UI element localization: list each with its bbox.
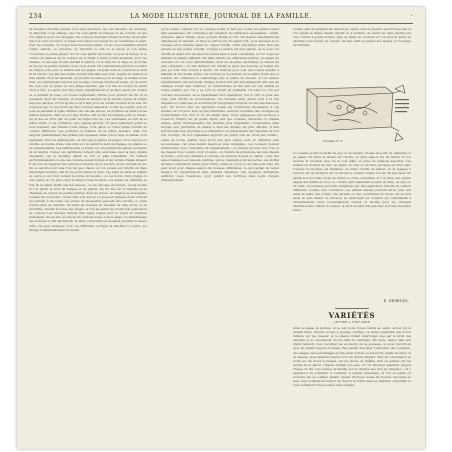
column-right-middle-text: Le coussin se fait en étoffe de soie ou de velours, brodée au point de chaînette ou au passé. On trace le dessin sur l'étoffe, on tend celle-ci sur un métier et l'on exécute la broderie avec de la soie plate ou torse de nuances assorties. Les feuilles se brodent en vert, les fleurs en rose ou en bleu, les tiges en brun clair. Lorsque la broderie est terminée, on retire l'étoffe du métier, on la repasse à l'envers sur un molleton, et l'on monte le coussin comme il a été dit plus haut. On garnit le bord d'une ruche de ruban ou d'une cordelière, et l'on place aux quatre angles des glands de soie. Ce coussin peut également se faire en drap, en reps ou en satin ; la broderie peut être remplacée par une application d'étoffe de couleur différente, bordée d'un cordonnet. Les mêmes dessins peuvent servir pour des tapis de table, des écrans, des sachets ou des couvertures de livres. On en fera aussi de jolis dessus de tabouret en employant les couleurs qui conviennent à l'ameublement. Nous recommandons surtout ce modèle pour les ouvrages destinés à être offerts en cadeau ; il est d'un effet très gracieux et d'une exécution facile.	[293, 151, 411, 213]
figure-caption: Coussin n° 2.	[323, 139, 344, 143]
column-left	[29, 27, 147, 437]
varietes-heading: VARIÉTÉS	[328, 311, 376, 320]
cushion-illustration	[293, 79, 411, 151]
header-rule	[29, 23, 413, 24]
page-number: 234	[29, 13, 43, 20]
header-mark: ·	[410, 13, 413, 20]
section-divider	[335, 308, 369, 309]
column-middle-text: qu'on puisse compter sur un ouvrage solide, il faut que toutes les parties soient bien assemblées. On commence par préparer les matériaux nécessaires : étoffe, doublure, galon, frange, clous, pointes, ficelle et crin. On mesure exactement les dimensions du meuble, on trace le patron sur du papier fort, on le découpe et on l'essaye sur le meuble avant de couper l'étoffe. Cette précaution évite bien des erreurs et des pertes d'étoffe. Lorsque le patron est bien ajusté, on le pose sur l'étoffe en ayant soin de placer le dessin dans le sens convenable, et l'on coupe en laissant un rempli suffisant. On bâtit ensuite les différentes parties, on essaye de nouveau, et l'on coud définitivement. Pour les meubles capitonnés, le travail est plus compliqué ; on doit marquer sur l'étoffe la place des boutons, et former les plis qui vont d'un bouton à l'autre. On emploie pour cela une longue aiguille à matelas et une ficelle solide. Les boutons se recouvrent de la même étoffe que le meuble. On commence le capitonnage par le milieu du dossier, et l'on avance régulièrement vers les bords. Chaque bouton doit être tiré également, afin que les losanges soient bien réguliers. Le rembourrage se fait avec du crin animal de bonne qualité, que l'on a eu soin de carder au préalable. On place le crin par couches successives, en le répartissant bien également. Sur le crin on pose une toile, puis l'étoffe de recouvrement. Les meubles ainsi garnis sont à la fois élégants et commodes, et ils durent fort longtemps lorsqu'ils ont été exécutés avec soin. On trouve chez les tapissiers toutes les fournitures nécessaires à ces travaux, et l'on peut, avec un peu d'habitude, exécuter soi-même des ouvrages qui reviendraient fort cher si on les faisait faire. Nous engageons nos lectrices à s'exercer d'abord sur de petits objets, tels que coussins, tabourets ou chaises basses, avant d'entreprendre des meubles plus importants. L'expérience ainsi acquise leur permettra de mener à bien les travaux les plus délicats. Il faut surtout beaucoup de patience et d'attention ; la précipitation est l'ennemie de tout bon ouvrage. On doit également apporter un grand soin au choix des étoffes ; celles de bonne qualité, bien qu'un peu plus chères, sont en définitive plus économiques, car elles durent beaucoup plus longtemps. Les couleurs doivent s'harmoniser avec l'ensemble de l'appartement ; on évitera les tons trop crus et les dessins trop voyants. Pour un salon, on choisira de préférence les tons chauds et riches ; pour une chambre à coucher, les nuances douces et claires ; pour une salle à manger, les couleurs sombres, qui ne craignent point les taches. Les étoffes de laine conviennent mieux pour l'hiver, celles de coton ou de toile pour l'été. On peut avoir pour chaque saison des housses différentes, ce qui permet de varier l'aspect de l'appartement sans grandes dépenses. Ces quelques indications suffiront, nous l'espérons, pour guider nos lectrices dans leurs travaux d'ameublement.	[161, 27, 279, 183]
newspaper-page	[17, 7, 425, 449]
column-right-top-text: rondes, afin de ménager les interstices. Après cela on prend le second morceau et l'on répète le même travail. Quand on a terminé, on réunit les deux parties par une couture à points arrière, puis on rabat les coutures et l'on pose le galon de garniture tout autour du coussin. On fixe enfin les glands aux angles, et l'ouvrage est terminé.	[293, 27, 411, 48]
column-right	[293, 27, 411, 437]
cushion-figure	[293, 79, 411, 151]
column-middle	[161, 27, 279, 437]
column-left-text: de meubles d'étoffes grisées, tous sans garniture, que ces meubles, les coussins, de fauteuils ou de chaises, que l'on veut garnir de franges ou de cordons, et que l'on emploie pour ces ouvrages. On coupe le morceau suivant la forme du meuble que l'on veut recouvrir, on laisse tout autour un rempli de un centimètre et demi. Pour les coussins, on coupe deux morceaux égaux, on les coud ensemble endroit contre endroit, on retourne, on introduit le crin ou le duvet et l'on ferme l'ouverture à points glissés. Si l'on veut garnir les bords, on pose la frange ou le cordon en dessous de la couture en le fixant à petits points invisibles. Pour les chaises, on découpe la toile suivant le patron, on la tend sur le siège et on la fixe au moyen de petites pointes ou de clous dorés. On commencera par fixer le milieu de chaque côté, puis on tendra vers les angles, en ayant soin de conserver le droit fil de l'étoffe. Les plis des angles doivent être faits avec soin, repliés en dessous et bien aplatis. Pour les fauteuils, on procède de même pour le siège, le dossier et les bras, en commençant toujours par le siège. Lorsque l'étoffe est posée, on recouvre les clous par un galon ou une gimpe assortie, que l'on fixe au moyen de petits clous à tête. Le galon doit être tendu régulièrement et ne faire aucun pli. Quand on a terminé la pose, on brosse légèrement l'étoffe pour enlever les fils et la poussière. Pour les rideaux, on mesure la hauteur de la fenêtre depuis la tringle jusqu'au parquet, et l'on ajoute ce qu'il faut pour les ourlets du haut et du bas. On coupe les lés, on les réunit par des coutures anglaises, on fait les ourlets, puis on pose les anneaux à égale distance les uns des autres. La doublure se taille sur les mêmes mesures, mais un peu plus étroite, afin qu'elle ne dépasse point le rideau. On la fixe au bord par un point de surjet très fin. Les embrasses se font de la même étoffe ou de cordelière, avec glands assortis. On peut également garnir le bord intérieur des rideaux d'une frange, d'un galon ou d'une bande d'étoffe de couleur différente. Les portières se traitent de la même manière, mais l'on emploie généralement des étoffes plus épaisses, telles que le reps, le damas ou la tapisserie. Pour les lambrequins, on découpe le patron en papier, on le reporte sur l'étoffe, on double d'une toile forte et l'on garnit le bord de franges, de glands ou de passementerie. Les lambrequins se fixent sur une planchette placée au-dessus de la fenêtre. Toutes ces garnitures doivent être exécutées avec la plus grande régularité, car le moindre défaut se voit et gâte l'ensemble. On veillera particulièrement à ce que les coutures soient droites et les ourlets d'égale largeur. Il est bon de repasser les coutures à mesure qu'on les fait, en les ouvrant au fer. On se servira pour cela d'un fer peu chaud, et l'on posera sur l'étoffe un linge légèrement humide, afin de ne point lustrer le tissu. Les tapis de table se taillent en carré ou en rond, suivant la forme du meuble ; on les borde d'une frange ou d'un galon, et l'on peut orner le milieu d'une broderie. Les dessus de cheminée se font de la même étoffe que les rideaux ; on les découpe en festons, on les double et l'on garnit le bord de franges et de glands. On les fixe sur la tablette de la cheminée au moyen de petites pointes. Pour les stores, on emploie la mousseline, le nansouk ou la toile ; on les ourle tout autour, on pose les anneaux et les cordons qui servent à les lever. Les stores de mousseline peuvent être brodés ou ornés d'entre-deux de dentelle. On taille les housses de meubles en toile écrue ou en percaline, suivant la forme des sièges, et l'on en garnit les bords d'un petit liséré de couleur. Les housses doivent être assez larges pour se poser et s'enlever facilement. On les fixe au moyen de cordons noués sous le siège. Le blanchissage des housses se fait facilement, et elles conservent les meubles pendant la saison d'été. On peut employer pour ces différents ouvrages la machine à coudre, qui abrège considérablement le travail.	[29, 27, 147, 232]
varietes-text: Ainsi se passa la journée, et le soir nous trouva réunis au salon, autour de la grande table, chacun occupé à quelque ouvrage. La lampe répandait une douce lumière sur les visages, et le silence n'était interrompu que par le bruit des aiguilles et le craquement du feu dans la cheminée. Ma tante, assise dans son grand fauteuil, nous racontait les souvenirs de sa jeunesse, et nous l'écoutions avec un plaisir toujours nouveau. Elle parlait des fêtes d'autrefois, des costumes, des usages, des personnages qu'elle avait connus, et ses récits, pleins de grâce et de finesse, nous faisaient revivre tout un monde disparu. Puis la conversation se porta sur les livres nouveaux, sur les pièces de théâtre dont on parlait, sur les modes de la saison. Chacun donnait son avis, et l'on discutait gaiement jusqu'à l'heure du thé. Ces soirées de famille ont un charme que rien ne remplace ; on y apprend à se connaître, à s'estimer, à s'aimer davantage, et l'on en garde un souvenir qui ne s'efface jamais. Quand l'horloge sonna dix heures, ma tante se leva, nous souhaita le bonsoir, et chacun se retira dans sa chambre, emportant le doux sentiment d'une journée bien remplie.	[293, 326, 411, 388]
varietes-subtitle: LETTRE À UNE AMIE	[333, 320, 371, 324]
author-signature: E. DESRUES.	[383, 299, 409, 303]
journal-title: LA MODE ILLUSTRÉE, JOURNAL DE LA FAMILLE.	[130, 13, 312, 20]
